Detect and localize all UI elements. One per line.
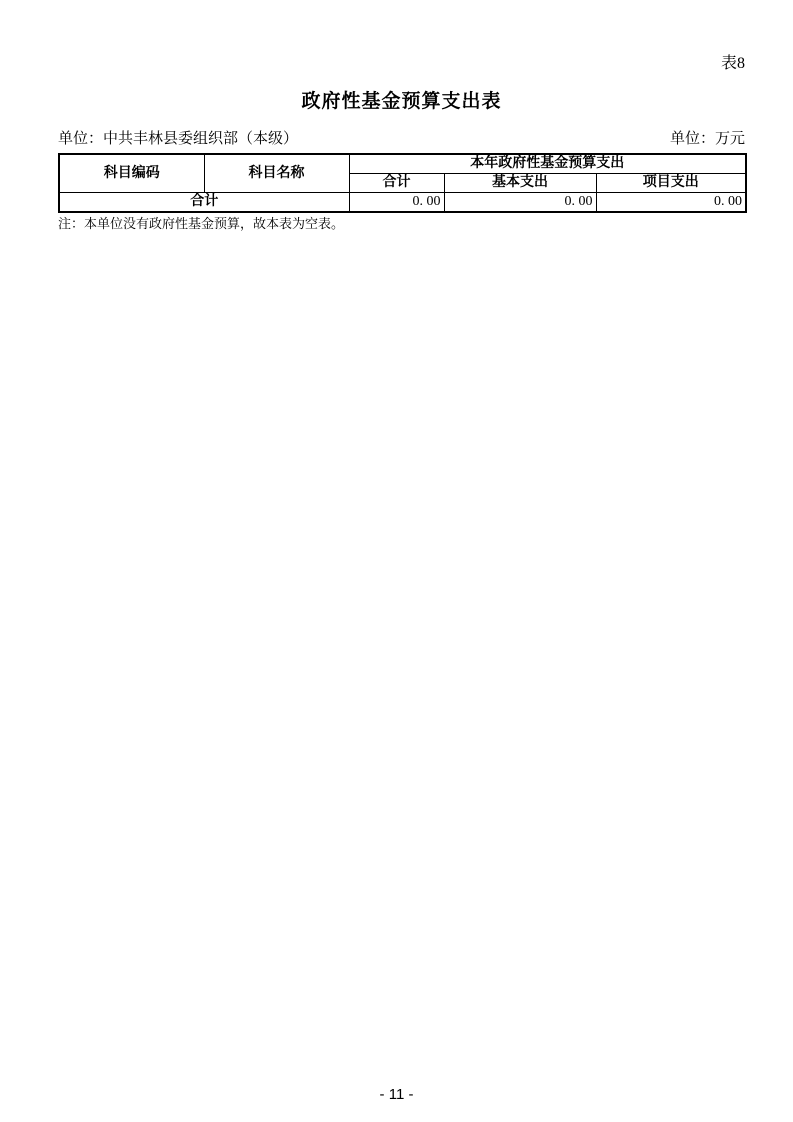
- header-project-expenditure: 项目支出: [596, 174, 746, 193]
- header-subject-name: 科目名称: [204, 154, 349, 193]
- header-subject-code: 科目编码: [59, 154, 204, 193]
- unit-row: [58, 128, 745, 150]
- table-header-row-1: [59, 154, 746, 174]
- row-total-value-basic: 0. 00: [444, 193, 596, 213]
- table-row-total: [59, 193, 746, 213]
- page-title: 政府性基金预算支出表: [301, 91, 502, 112]
- row-total-label: 合计: [59, 193, 349, 213]
- empty-table-note: 注：本单位没有政府性基金预算，故本表为空表。: [58, 216, 345, 231]
- row-total-value-project: 0. 00: [596, 193, 746, 213]
- header-group-current-year-fund-expenditure: 本年政府性基金预算支出: [349, 154, 746, 174]
- row-total-value-total: 0. 00: [349, 193, 444, 213]
- unit-name-label: 单位：中共丰林县委组织部（本级）: [58, 131, 299, 147]
- header-basic-expenditure: 基本支出: [444, 174, 596, 193]
- currency-unit-label: 单位：万元: [669, 131, 745, 147]
- table-index-label: 表8: [720, 55, 745, 72]
- budget-expenditure-table: [58, 153, 747, 213]
- page-number: - 11 -: [379, 1086, 414, 1103]
- header-total: 合计: [349, 174, 444, 193]
